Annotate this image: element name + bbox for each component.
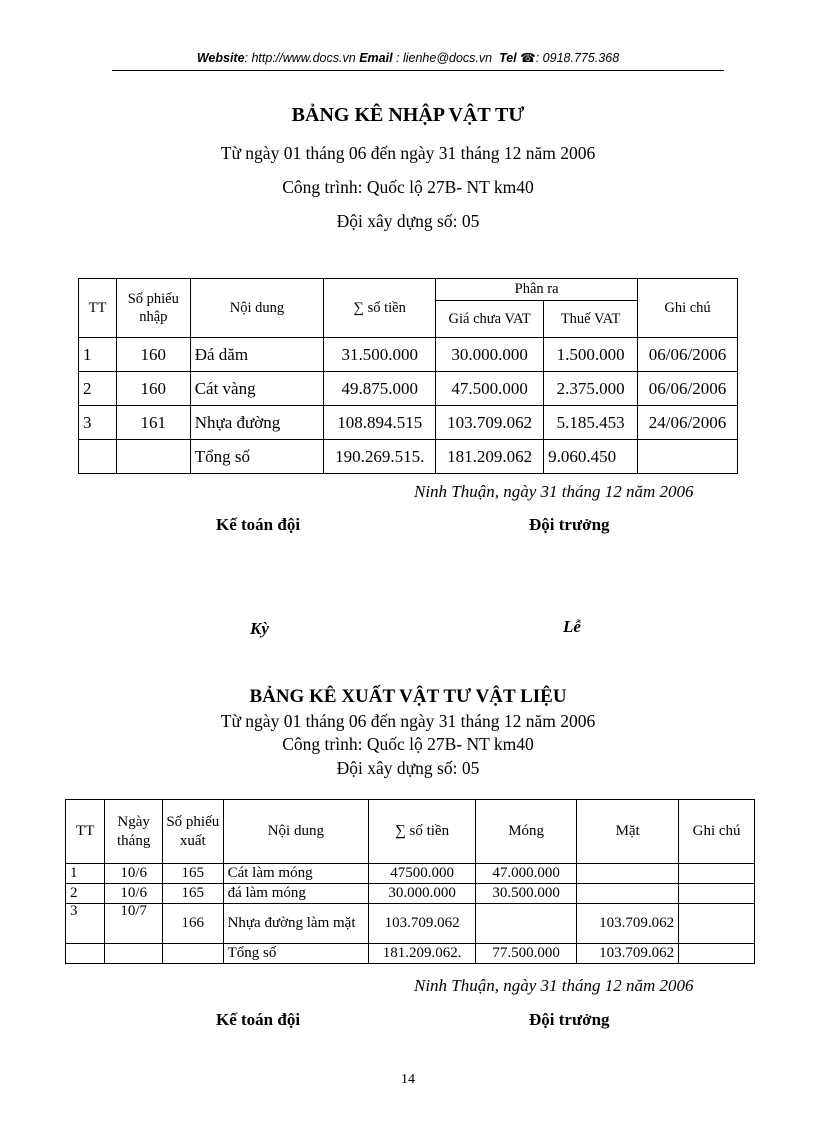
- cell-mat: [577, 884, 679, 904]
- cell-so-phieu: 161: [116, 406, 190, 440]
- cell-mong: 47.000.000: [476, 864, 577, 884]
- import-place-date: Ninh Thuận, ngày 31 tháng 12 năm 2006: [414, 482, 694, 501]
- cell-ngay: 10/7: [105, 904, 163, 944]
- col-so-phieu-nhap: Số phiếu nhập: [116, 279, 190, 338]
- cell-gia: 103.709.062: [436, 406, 544, 440]
- col-so-phieu-xuat: Số phiếu xuất: [162, 800, 223, 864]
- cell-so-tien: 30.000.000: [369, 884, 476, 904]
- col-ghi-chu: Ghi chú: [638, 279, 738, 338]
- col-noi-dung: Nội dung: [223, 800, 368, 864]
- cell-ghi-chu: 06/06/2006: [638, 338, 738, 372]
- export-sign-leader: Đội trưởng: [529, 1010, 610, 1029]
- cell-mong: [476, 904, 577, 944]
- cell-noi-dung: Đá dăm: [190, 338, 324, 372]
- export-project: Công trình: Quốc lộ 27B- NT km40: [282, 734, 534, 754]
- cell-so-tien: 108.894.515: [324, 406, 436, 440]
- cell-so-tien: 49.875.000: [324, 372, 436, 406]
- export-team: Đội xây dựng số: 05: [336, 758, 480, 778]
- tel-value: : 0918.775.368: [535, 51, 620, 65]
- import-period: Từ ngày 01 tháng 06 đến ngày 31 tháng 12 năm 2006: [220, 143, 596, 163]
- cell-so-phieu: 166: [162, 904, 223, 944]
- table-row: [66, 884, 755, 904]
- page-header: [0, 50, 816, 65]
- table-row: [79, 338, 738, 372]
- phone-icon: ☎: [520, 51, 536, 65]
- col-mong: Móng: [476, 800, 577, 864]
- cell-tt: 1: [79, 338, 117, 372]
- cell-thue: 1.500.000: [544, 338, 638, 372]
- cell-tt: 2: [79, 372, 117, 406]
- table-row: [79, 406, 738, 440]
- cell-mat: 103.709.062: [577, 904, 679, 944]
- cell-tt: 3: [79, 406, 117, 440]
- col-ngay-thang: Ngày tháng: [105, 800, 163, 864]
- email-value: : lienhe@docs.vn: [392, 51, 493, 65]
- import-sign-accountant: Kế toán đội: [216, 515, 301, 534]
- accountant-name: Kỳ: [250, 619, 269, 638]
- import-team: Đội xây dựng số: 05: [336, 211, 480, 231]
- col-so-tien: ∑ số tiền: [324, 279, 436, 338]
- col-noi-dung: Nội dung: [190, 279, 324, 338]
- cell-total-so-tien: 190.269.515.: [324, 440, 436, 474]
- table-row: [66, 904, 755, 944]
- cell-tt: 3: [66, 904, 105, 944]
- cell-total-gia: 181.209.062: [436, 440, 544, 474]
- col-mat: Mặt: [577, 800, 679, 864]
- cell-total-so-tien: 181.209.062.: [369, 944, 476, 964]
- website-label: Website: [196, 51, 245, 65]
- col-so-tien: ∑ số tiền: [369, 800, 476, 864]
- cell-ghi-chu: 06/06/2006: [638, 372, 738, 406]
- cell-tt: 2: [66, 884, 105, 904]
- cell-tt: 1: [66, 864, 105, 884]
- cell-noi-dung: đá làm móng: [223, 884, 368, 904]
- cell-so-tien: 31.500.000: [324, 338, 436, 372]
- cell-gia: 30.000.000: [436, 338, 544, 372]
- export-table: [65, 799, 755, 964]
- cell-so-tien: 103.709.062: [369, 904, 476, 944]
- cell-thue: 2.375.000: [544, 372, 638, 406]
- cell-mat: [577, 864, 679, 884]
- col-phan-ra: Phân ra: [436, 279, 638, 301]
- col-gia-chua-vat: Giá chưa VAT: [436, 301, 544, 338]
- cell-ghi-chu: 24/06/2006: [638, 406, 738, 440]
- cell-noi-dung: Cát vàng: [190, 372, 324, 406]
- cell-thue: 5.185.453: [544, 406, 638, 440]
- cell-total-mong: 77.500.000: [476, 944, 577, 964]
- tel-label: Tel: [499, 51, 517, 65]
- page-number: 14: [401, 1072, 415, 1087]
- export-place-date: Ninh Thuận, ngày 31 tháng 12 năm 2006: [414, 976, 694, 995]
- export-sign-accountant: Kế toán đội: [216, 1010, 301, 1029]
- website-value: : http://www.docs.vn: [244, 51, 356, 65]
- col-ghi-chu: Ghi chú: [679, 800, 755, 864]
- cell-total-mat: 103.709.062: [577, 944, 679, 964]
- col-tt: TT: [66, 800, 105, 864]
- email-label: Email: [359, 51, 393, 65]
- cell-so-phieu: 160: [116, 338, 190, 372]
- cell-mong: 30.500.000: [476, 884, 577, 904]
- table-row: [66, 864, 755, 884]
- cell-total-label: Tổng số: [190, 440, 324, 474]
- col-tt: TT: [79, 279, 117, 338]
- cell-gia: 47.500.000: [436, 372, 544, 406]
- cell-noi-dung: Nhựa đường: [190, 406, 324, 440]
- cell-noi-dung: Nhựa đường làm mặt: [223, 904, 368, 944]
- cell-total-thue: 9.060.450: [544, 440, 638, 474]
- table-row: [79, 372, 738, 406]
- cell-ngay: 10/6: [105, 884, 163, 904]
- import-table: [78, 278, 738, 474]
- cell-ngay: 10/6: [105, 864, 163, 884]
- total-row: [66, 944, 755, 964]
- export-title: BẢNG KÊ XUẤT VẬT TƯ VẬT LIỆU: [249, 686, 567, 707]
- cell-so-tien: 47500.000: [369, 864, 476, 884]
- cell-total-label: Tổng số: [223, 944, 368, 964]
- leader-name: Lễ: [563, 617, 581, 636]
- cell-so-phieu: 165: [162, 884, 223, 904]
- import-project: Công trình: Quốc lộ 27B- NT km40: [282, 177, 534, 197]
- cell-so-phieu: 165: [162, 864, 223, 884]
- total-row: [79, 440, 738, 474]
- cell-noi-dung: Cát làm móng: [223, 864, 368, 884]
- import-sign-leader: Đội trưởng: [529, 515, 610, 534]
- export-period: Từ ngày 01 tháng 06 đến ngày 31 tháng 12 năm 2006: [220, 711, 596, 731]
- header-divider: [112, 70, 724, 71]
- import-title: BẢNG KÊ NHẬP VẬT TƯ: [291, 104, 525, 126]
- cell-so-phieu: 160: [116, 372, 190, 406]
- col-thue-vat: Thuế VAT: [544, 301, 638, 338]
